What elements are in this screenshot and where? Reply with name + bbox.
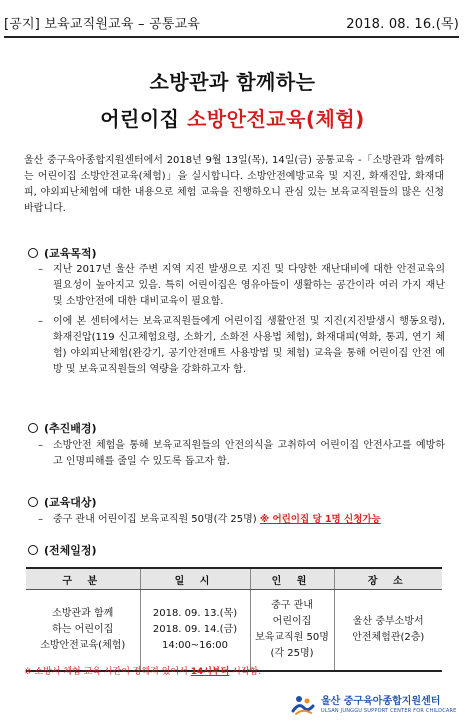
background-item-text: 소방안전 체험을 통해 보육교직원들의 안전의식을 고취하여 어린이집 안전사고를 예방하고 인명피해를 줄일 수 있도록 돕고자 함.: [53, 440, 445, 467]
cell-text: 보육교직원 50명: [255, 632, 329, 643]
background-item-1: [38, 438, 448, 472]
section-background-heading: [28, 420, 97, 436]
schedule-table: [26, 567, 442, 672]
section-purpose-title: (교육목적): [44, 247, 97, 260]
title-black: 어린이집: [100, 107, 180, 131]
cell-text: 2018. 09. 13.(목): [152, 608, 238, 619]
bullet-circle-icon: [28, 497, 38, 507]
section-target-title: (교육대상): [44, 496, 97, 509]
section-schedule-heading: [28, 542, 97, 558]
purpose-item-1: [38, 262, 448, 312]
header-category: 구 분: [26, 568, 140, 590]
org-text: [321, 696, 457, 714]
footer-org: [290, 694, 457, 716]
cell-category: [26, 590, 140, 672]
target-note: ※ 어린이집 당 1명 신청가능: [259, 514, 381, 525]
table-row: [26, 590, 442, 672]
dash-marker: –: [38, 514, 43, 525]
target-text: 중구 관내 어린이집 보육교직원 50명(각 25명): [53, 514, 257, 525]
header-people: 인 원: [250, 568, 334, 590]
org-name: 울산 중구육아종합지원센터: [321, 696, 441, 707]
title-line-2: [0, 103, 465, 132]
bullet-circle-icon: [28, 423, 38, 433]
cell-text: (각 25명): [270, 648, 314, 659]
notice-header: [4, 12, 459, 32]
purpose-item-text: 지난 2017년 울산 주변 지역 지진 발생으로 지진 및 다양한 재난대비에 대한 안전교육의 필요성이 높아지고 있음. 특히 어린이집은 영유아들이 생활하는 공간이라 여러 가지 재난 및 소방안전에 대한 대비교육이 필요함.: [53, 264, 445, 307]
cell-datetime: [140, 590, 250, 672]
purpose-item-2: [38, 314, 448, 396]
cell-text: 하는 어린이집: [52, 624, 114, 635]
header-divider: [4, 36, 459, 38]
purpose-item-text: 이에 본 센터에서는 보육교직원들에게 어린이집 생활안전 및 지진(지진발생시 행동요령), 화재진압(119 신고체험요령, 소화기, 소화전 사용법 체험), 화재대피(역화, 통괴, 연기 체험) 야외피난체험(완강기, 공기안전매트 사용방법 및 체험) 교육을 통해 어린이집 안전 예방 및 보육교직원들의 역량을 강화하고자 함.: [53, 316, 445, 375]
cell-text: 소방안전교육(체험): [40, 640, 126, 651]
schedule-header-row: [26, 568, 442, 590]
dash-marker: –: [38, 440, 43, 451]
dash-marker: –: [38, 316, 43, 327]
cell-text: 소방관과 함께: [52, 608, 114, 619]
intro-paragraph: 울산 중구육아종합지원센터에서 2018년 9월 13일(목), 14일(금) 공통교육 -「소방관과 함께하는 어린이집 소방안전교육(체험)」을 실시합니다. 소방안전예방교육 및 지진, 화재진압, 화재대피, 야외피난체험에 대한 내용으로 체험 교육을 진행하오니 관심 있는 보육교직원들의 많은 신청바랍니다.: [24, 155, 444, 214]
footnote: [24, 664, 261, 677]
org-logo-icon: [290, 694, 316, 716]
cell-text: 안전체험관(2층): [352, 632, 425, 643]
target-text-line: [53, 512, 445, 528]
footnote-time: 14시부터: [190, 667, 230, 677]
cell-text: 2018. 09. 14.(금): [152, 624, 238, 635]
title-line-1: 소방관과 함께하는: [149, 70, 316, 94]
section-purpose-heading: [28, 245, 97, 261]
target-item: [38, 512, 448, 528]
cell-place: [334, 590, 442, 672]
header-datetime: 일 시: [140, 568, 250, 590]
footnote-suffix: 시작함.: [232, 667, 262, 677]
dash-marker: –: [38, 264, 43, 275]
bullet-circle-icon: [28, 248, 38, 258]
bullet-circle-icon: [28, 545, 38, 555]
title-red: 소방안전교육(체험): [186, 107, 365, 131]
cell-text: 중구 관내: [271, 600, 313, 611]
section-target-heading: [28, 494, 97, 510]
org-name-en: ULSAN JUNGGU SUPPORT CENTER FOR CHILDCARE: [321, 708, 457, 714]
notice-category: [공지] 보육교직원교육 – 공통교육: [4, 16, 201, 32]
section-schedule-title: (전체일정): [44, 544, 97, 557]
section-background-title: (추진배경): [44, 422, 97, 435]
footnote-prefix: ※ 소방서 체험 교육 시간이 정해져 있어서: [24, 667, 188, 677]
cell-text: 울산 중부소방서: [352, 616, 424, 627]
notice-date: 2018. 08. 16.(목): [346, 16, 459, 32]
cell-text: 어린이집: [272, 616, 312, 627]
cell-people: [250, 590, 334, 672]
cell-text: 14:00~16:00: [161, 640, 228, 651]
header-place: 장 소: [334, 568, 442, 590]
